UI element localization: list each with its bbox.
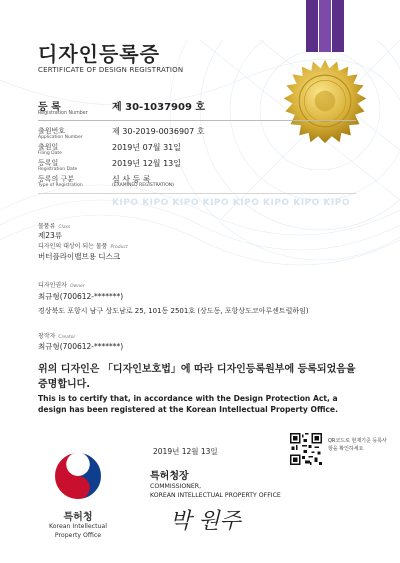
registration-number-label-en: Registration Number (38, 111, 88, 116)
registration-number-label: 등 록 (38, 102, 61, 113)
commissioner-title-en: COMMISSIONER, KOREAN INTELLECTUAL PROPERTY OFFICE (150, 483, 281, 499)
product-label: 디자인의 대상이 되는 물품 Product (38, 243, 128, 250)
commissioner-signature (166, 502, 276, 536)
kipo-logo-text: 특허청 (63, 512, 93, 523)
registration-number: 제 30-1037909 호 (112, 102, 206, 113)
owner-label: 디자인권자 Owner (38, 282, 85, 289)
registration-date-label: 등록일 (38, 159, 59, 167)
registration-type-label-en: Type of Registration (38, 183, 83, 188)
application-number: 제 30-2019-0036907 호 (112, 127, 205, 136)
qr-note: QR코드로 현재기준 등록사항을 확인하세요 (328, 438, 387, 452)
owner-name: 최규형(700612-*******) (38, 292, 124, 301)
issue-date: 2019년 12월 13일 (153, 447, 218, 456)
kipo-taegeuk-logo-icon (50, 448, 106, 504)
filing-date-label-en: Filing Date (38, 151, 62, 156)
registration-date-label-en: Registration Date (38, 167, 78, 172)
registration-type: 심 사 등 록 (112, 175, 151, 184)
kipo-logo-text-en: Korean Intellectual Property Office (49, 523, 107, 539)
certificate-title-en: CERTIFICATE OF DESIGN REGISTRATION (38, 66, 184, 74)
divider (38, 193, 356, 194)
commissioner-title: 특허청장 (150, 471, 189, 482)
divider (38, 120, 356, 121)
gold-seal-icon (282, 58, 368, 144)
certification-statement-en: This is to certify that, in accordance with the Design Protection Act, a design has been registered at the Korean Intellectual Property Office. (38, 394, 338, 414)
class-value: 제23류 (38, 231, 63, 240)
application-number-label: 출원번호 (38, 127, 66, 135)
filing-date: 2019년 07월 31일 (112, 143, 181, 152)
ribbon-stripe (332, 0, 344, 52)
registration-date: 2019년 12월 13일 (112, 159, 181, 168)
registration-type-label: 등록의 구분 (38, 175, 75, 183)
registration-type-en: (EXAMINED REGISTRATION) (112, 183, 174, 188)
owner-address: 경상북도 포항시 남구 상도남로 25, 101동 2501호 (상도동, 포항상도코아루센트럴하임) (38, 307, 309, 315)
svg-text:박 원주: 박 원주 (170, 509, 241, 534)
kipo-watermark: KIPO KIPO KIPO KIPO KIPO KIPO KIPO KIPO (112, 198, 350, 208)
product-value: 버터플라이밸브용 디스크 (38, 252, 121, 261)
creator-label: 창작자 Creator (38, 333, 76, 340)
ribbon-stripe (306, 0, 318, 52)
certification-statement: 위의 디자인은 「디자인보호법」에 따라 디자인등록원부에 등록되었음을 증명합니다. (38, 364, 356, 390)
application-number-label-en: Application Number (38, 135, 83, 140)
certificate-title: 디자인등록증 (38, 42, 160, 66)
class-label: 물품류 Class (38, 223, 71, 230)
filing-date-label: 출원일 (38, 143, 59, 151)
qr-code-icon[interactable] (290, 433, 322, 465)
creator-name: 최규형(700612-*******) (38, 342, 124, 351)
ribbon-stripe (319, 0, 331, 52)
